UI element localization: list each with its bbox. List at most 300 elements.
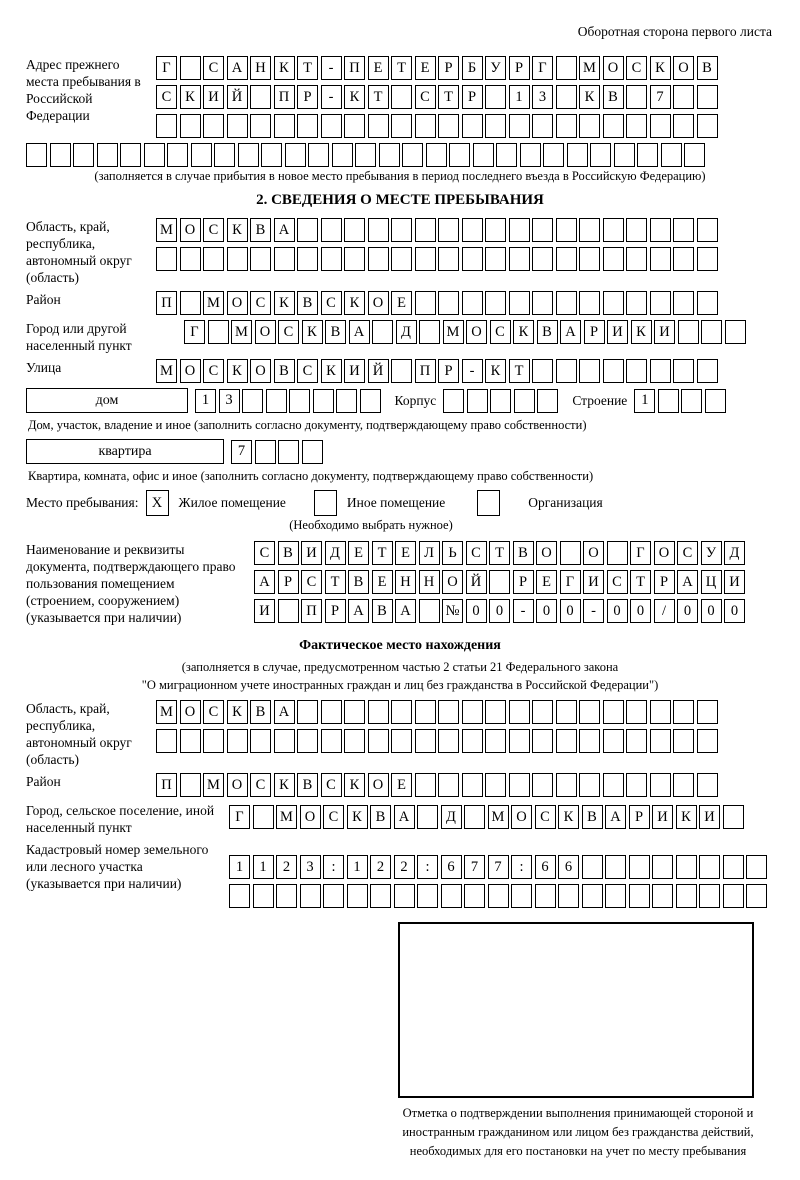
city-row bbox=[184, 320, 746, 344]
char-cell: Г bbox=[560, 570, 581, 594]
char-cell: К bbox=[274, 56, 295, 80]
char-cell: 1 bbox=[195, 389, 216, 413]
char-cell bbox=[496, 143, 517, 167]
char-cell: В bbox=[372, 599, 393, 623]
actual-district-label: Район bbox=[26, 774, 61, 789]
char-cell: В bbox=[537, 320, 558, 344]
char-cell bbox=[391, 85, 412, 109]
street-label: Улица bbox=[26, 360, 62, 375]
char-cell bbox=[156, 114, 177, 138]
char-cell bbox=[203, 247, 224, 271]
char-cell bbox=[556, 773, 577, 797]
char-cell bbox=[191, 143, 212, 167]
char-cell: И bbox=[652, 805, 673, 829]
char-cell bbox=[626, 359, 647, 383]
char-cell: П bbox=[156, 291, 177, 315]
char-cell bbox=[368, 114, 389, 138]
actual-region-field bbox=[26, 700, 774, 768]
char-cell: Е bbox=[348, 541, 369, 565]
char-cell bbox=[678, 320, 699, 344]
char-cell bbox=[438, 291, 459, 315]
char-cell: - bbox=[462, 359, 483, 383]
region-rows bbox=[156, 218, 718, 271]
char-cell bbox=[156, 247, 177, 271]
char-cell: Г bbox=[156, 56, 177, 80]
char-cell bbox=[415, 700, 436, 724]
char-cell bbox=[673, 85, 694, 109]
char-cell bbox=[73, 143, 94, 167]
char-cell: К bbox=[302, 320, 323, 344]
char-cell bbox=[556, 218, 577, 242]
char-cell: С bbox=[321, 773, 342, 797]
char-cell: И bbox=[301, 541, 322, 565]
char-cell: Н bbox=[250, 56, 271, 80]
document-label: Наименование и реквизиты документа, подтверждающего право пользования помещением (строением, сооружением) (указывается при наличии) bbox=[26, 542, 236, 625]
char-cell bbox=[332, 143, 353, 167]
char-cell bbox=[227, 247, 248, 271]
char-cell bbox=[415, 247, 436, 271]
document-row-3 bbox=[254, 599, 745, 623]
char-cell bbox=[180, 56, 201, 80]
stay-type-note: (Необходимо выбрать нужное) bbox=[289, 518, 453, 532]
char-cell bbox=[650, 247, 671, 271]
char-cell: 3 bbox=[300, 855, 321, 879]
char-cell: Е bbox=[372, 570, 393, 594]
char-cell bbox=[344, 247, 365, 271]
char-cell: И bbox=[344, 359, 365, 383]
char-cell bbox=[253, 805, 274, 829]
char-cell bbox=[556, 56, 577, 80]
char-cell: С bbox=[203, 359, 224, 383]
char-cell bbox=[415, 729, 436, 753]
char-cell bbox=[605, 855, 626, 879]
char-cell: - bbox=[321, 56, 342, 80]
char-cell: / bbox=[654, 599, 675, 623]
char-cell: Т bbox=[297, 56, 318, 80]
char-cell: 2 bbox=[370, 855, 391, 879]
char-cell bbox=[261, 143, 282, 167]
char-cell: В bbox=[250, 218, 271, 242]
char-cell: Р bbox=[584, 320, 605, 344]
char-cell: С bbox=[415, 85, 436, 109]
char-cell: В bbox=[250, 700, 271, 724]
char-cell bbox=[485, 218, 506, 242]
char-cell bbox=[308, 143, 329, 167]
street-row bbox=[156, 359, 718, 383]
char-cell: 1 bbox=[347, 855, 368, 879]
char-cell: - bbox=[513, 599, 534, 623]
char-cell: Ь bbox=[442, 541, 463, 565]
apartment-row bbox=[26, 439, 774, 464]
char-cell bbox=[438, 700, 459, 724]
char-cell: П bbox=[301, 599, 322, 623]
char-cell: Т bbox=[325, 570, 346, 594]
char-cell: А bbox=[254, 570, 275, 594]
char-cell: Ц bbox=[701, 570, 722, 594]
char-cell: С bbox=[607, 570, 628, 594]
char-cell: И bbox=[699, 805, 720, 829]
cadastre-row-1 bbox=[229, 855, 767, 879]
char-cell: Е bbox=[415, 56, 436, 80]
char-cell bbox=[579, 359, 600, 383]
char-cell bbox=[673, 773, 694, 797]
char-cell bbox=[509, 218, 530, 242]
char-cell: Б bbox=[462, 56, 483, 80]
char-cell bbox=[368, 729, 389, 753]
char-cell: 2 bbox=[276, 855, 297, 879]
char-cell: О bbox=[536, 541, 557, 565]
char-cell bbox=[203, 114, 224, 138]
char-cell bbox=[582, 884, 603, 908]
char-cell bbox=[344, 700, 365, 724]
region-row-1 bbox=[156, 218, 718, 242]
char-cell bbox=[321, 218, 342, 242]
stay-option-other-label: Иное помещение bbox=[346, 495, 446, 510]
char-cell bbox=[464, 884, 485, 908]
char-cell bbox=[532, 114, 553, 138]
char-cell: С bbox=[203, 218, 224, 242]
prev-address-row-2 bbox=[156, 85, 718, 109]
char-cell bbox=[266, 389, 287, 413]
char-cell bbox=[650, 218, 671, 242]
char-cell: Р bbox=[654, 570, 675, 594]
stroenie-label: Строение bbox=[572, 392, 628, 408]
char-cell: У bbox=[701, 541, 722, 565]
char-cell bbox=[462, 291, 483, 315]
char-cell bbox=[97, 143, 118, 167]
char-cell: 1 bbox=[509, 85, 530, 109]
char-cell bbox=[297, 247, 318, 271]
char-cell: С bbox=[301, 570, 322, 594]
char-cell bbox=[488, 884, 509, 908]
actual-region-row-2 bbox=[156, 729, 718, 753]
char-cell bbox=[650, 700, 671, 724]
char-cell bbox=[520, 143, 541, 167]
char-cell bbox=[626, 773, 647, 797]
char-cell bbox=[697, 291, 718, 315]
char-cell: А bbox=[605, 805, 626, 829]
char-cell: Т bbox=[368, 85, 389, 109]
char-cell: Р bbox=[278, 570, 299, 594]
char-cell: О bbox=[442, 570, 463, 594]
char-cell: 2 bbox=[394, 855, 415, 879]
char-cell bbox=[532, 247, 553, 271]
char-cell: К bbox=[558, 805, 579, 829]
char-cell bbox=[614, 143, 635, 167]
char-cell bbox=[532, 729, 553, 753]
actual-city-row bbox=[229, 805, 744, 829]
char-cell: К bbox=[676, 805, 697, 829]
char-cell bbox=[543, 143, 564, 167]
char-cell: В bbox=[582, 805, 603, 829]
char-cell bbox=[368, 247, 389, 271]
char-cell bbox=[156, 729, 177, 753]
stroenie-cells bbox=[634, 389, 726, 413]
char-cell bbox=[297, 700, 318, 724]
char-cell: К bbox=[321, 359, 342, 383]
char-cell bbox=[368, 700, 389, 724]
actual-city-label: Город, сельское поселение, иной населенный пункт bbox=[26, 803, 215, 835]
char-cell bbox=[511, 884, 532, 908]
char-cell bbox=[650, 359, 671, 383]
char-cell bbox=[676, 884, 697, 908]
char-cell: М bbox=[156, 359, 177, 383]
char-cell bbox=[297, 114, 318, 138]
char-cell bbox=[415, 773, 436, 797]
char-cell bbox=[626, 85, 647, 109]
district-row bbox=[156, 291, 718, 315]
char-cell: 0 bbox=[560, 599, 581, 623]
char-cell bbox=[556, 247, 577, 271]
stay-option-organization-checkbox bbox=[477, 490, 500, 516]
char-cell bbox=[394, 884, 415, 908]
char-cell: М bbox=[156, 218, 177, 242]
char-cell bbox=[203, 729, 224, 753]
stamp-area bbox=[398, 922, 758, 1160]
char-cell bbox=[50, 143, 71, 167]
char-cell: В bbox=[348, 570, 369, 594]
char-cell bbox=[449, 143, 470, 167]
char-cell: Д bbox=[441, 805, 462, 829]
char-cell: О bbox=[250, 359, 271, 383]
char-cell bbox=[603, 729, 624, 753]
char-cell bbox=[590, 143, 611, 167]
char-cell: Н bbox=[419, 570, 440, 594]
char-cell bbox=[746, 884, 767, 908]
char-cell bbox=[697, 114, 718, 138]
char-cell bbox=[391, 359, 412, 383]
char-cell bbox=[701, 320, 722, 344]
char-cell: X bbox=[146, 490, 169, 516]
char-cell bbox=[438, 773, 459, 797]
char-cell: С bbox=[490, 320, 511, 344]
char-cell bbox=[626, 291, 647, 315]
char-cell: К bbox=[513, 320, 534, 344]
char-cell: Й bbox=[466, 570, 487, 594]
char-cell: Е bbox=[391, 773, 412, 797]
region-row-2 bbox=[156, 247, 718, 271]
char-cell bbox=[560, 541, 581, 565]
corner-note: Оборотная сторона первого листа bbox=[577, 24, 772, 39]
char-cell bbox=[509, 729, 530, 753]
char-cell bbox=[419, 599, 440, 623]
char-cell: Т bbox=[630, 570, 651, 594]
char-cell: М bbox=[488, 805, 509, 829]
char-cell bbox=[582, 855, 603, 879]
korpus-cells bbox=[443, 389, 558, 413]
char-cell: К bbox=[485, 359, 506, 383]
char-cell: А bbox=[395, 599, 416, 623]
char-cell: Е bbox=[536, 570, 557, 594]
section2-title: 2. СВЕДЕНИЯ О МЕСТЕ ПРЕБЫВАНИЯ bbox=[256, 192, 544, 208]
district-field bbox=[26, 291, 774, 315]
char-cell: 7 bbox=[650, 85, 671, 109]
char-cell bbox=[180, 114, 201, 138]
char-cell: Й bbox=[227, 85, 248, 109]
char-cell bbox=[629, 855, 650, 879]
char-cell: К bbox=[344, 85, 365, 109]
char-cell: И bbox=[654, 320, 675, 344]
char-cell bbox=[391, 114, 412, 138]
char-cell bbox=[415, 114, 436, 138]
char-cell: К bbox=[344, 291, 365, 315]
char-cell: Г bbox=[184, 320, 205, 344]
char-cell bbox=[477, 490, 500, 516]
char-cell: А bbox=[560, 320, 581, 344]
char-cell bbox=[650, 729, 671, 753]
char-cell bbox=[227, 114, 248, 138]
char-cell bbox=[360, 389, 381, 413]
char-cell bbox=[391, 218, 412, 242]
char-cell: 6 bbox=[441, 855, 462, 879]
cadastre-row-2 bbox=[229, 884, 767, 908]
document-field bbox=[26, 541, 774, 626]
char-cell: О bbox=[255, 320, 276, 344]
char-cell bbox=[532, 218, 553, 242]
char-cell bbox=[673, 729, 694, 753]
char-cell: Т bbox=[391, 56, 412, 80]
apartment-type-box: квартира bbox=[26, 439, 224, 464]
char-cell: Т bbox=[509, 359, 530, 383]
actual-district-field bbox=[26, 773, 774, 797]
char-cell: М bbox=[276, 805, 297, 829]
char-cell: Р bbox=[509, 56, 530, 80]
char-cell: 6 bbox=[535, 855, 556, 879]
char-cell bbox=[626, 700, 647, 724]
char-cell bbox=[462, 218, 483, 242]
char-cell bbox=[650, 291, 671, 315]
char-cell bbox=[238, 143, 259, 167]
char-cell bbox=[250, 114, 271, 138]
char-cell bbox=[441, 884, 462, 908]
char-cell bbox=[208, 320, 229, 344]
char-cell bbox=[214, 143, 235, 167]
char-cell bbox=[255, 440, 276, 464]
char-cell bbox=[673, 291, 694, 315]
region-field bbox=[26, 218, 774, 286]
city-field bbox=[26, 320, 774, 354]
house-number-cells bbox=[195, 389, 381, 413]
prev-address-label: Адрес прежнего места пребывания в Российской Федерации bbox=[26, 57, 141, 123]
char-cell bbox=[485, 247, 506, 271]
char-cell bbox=[537, 389, 558, 413]
char-cell: И bbox=[254, 599, 275, 623]
char-cell bbox=[723, 805, 744, 829]
char-cell bbox=[321, 700, 342, 724]
actual-location-note-1: (заполняется в случае, предусмотренном частью 2 статьи 21 Федерального закона bbox=[181, 660, 619, 674]
prev-address-note: (заполняется в случае прибытия в новое место пребывания в период последнего въезда в Российскую Федерацию) bbox=[94, 169, 706, 183]
char-cell: У bbox=[485, 56, 506, 80]
char-cell bbox=[438, 114, 459, 138]
char-cell: 0 bbox=[607, 599, 628, 623]
char-cell bbox=[278, 599, 299, 623]
char-cell bbox=[705, 389, 726, 413]
char-cell: С bbox=[203, 700, 224, 724]
char-cell bbox=[415, 218, 436, 242]
char-cell: Р bbox=[297, 85, 318, 109]
char-cell bbox=[347, 884, 368, 908]
char-cell: В bbox=[513, 541, 534, 565]
char-cell bbox=[372, 320, 393, 344]
char-cell bbox=[673, 218, 694, 242]
char-cell: М bbox=[203, 773, 224, 797]
char-cell bbox=[699, 884, 720, 908]
char-cell: 7 bbox=[464, 855, 485, 879]
char-cell bbox=[673, 359, 694, 383]
char-cell: М bbox=[443, 320, 464, 344]
char-cell bbox=[321, 114, 342, 138]
char-cell bbox=[509, 773, 530, 797]
char-cell: - bbox=[583, 599, 604, 623]
char-cell bbox=[626, 218, 647, 242]
char-cell: Й bbox=[368, 359, 389, 383]
char-cell bbox=[603, 700, 624, 724]
char-cell bbox=[490, 389, 511, 413]
char-cell: В bbox=[697, 56, 718, 80]
stamp-caption: Отметка о подтверждении выполнения принимающей стороной и иностранным гражданином или лицом без гражданства действий, необходимых для его постановки на учет по месту пребывания bbox=[402, 1106, 754, 1158]
char-cell bbox=[370, 884, 391, 908]
char-cell bbox=[567, 143, 588, 167]
char-cell: А bbox=[677, 570, 698, 594]
document-rows bbox=[254, 541, 745, 623]
char-cell bbox=[313, 389, 334, 413]
char-cell bbox=[699, 855, 720, 879]
char-cell bbox=[167, 143, 188, 167]
stamp-box bbox=[398, 922, 754, 1098]
char-cell: О bbox=[368, 773, 389, 797]
char-cell bbox=[462, 114, 483, 138]
char-cell: А bbox=[227, 56, 248, 80]
char-cell bbox=[323, 884, 344, 908]
char-cell: О bbox=[511, 805, 532, 829]
char-cell bbox=[426, 143, 447, 167]
city-label: Город или другой населенный пункт bbox=[26, 321, 132, 353]
char-cell bbox=[509, 291, 530, 315]
char-cell bbox=[723, 855, 744, 879]
char-cell bbox=[603, 359, 624, 383]
char-cell: Р bbox=[438, 359, 459, 383]
char-cell: О bbox=[180, 700, 201, 724]
actual-region-label: Область, край, республика, автономный округ (область) bbox=[26, 701, 132, 767]
document-row-2 bbox=[254, 570, 745, 594]
char-cell: И bbox=[724, 570, 745, 594]
char-cell: С bbox=[250, 291, 271, 315]
char-cell: О bbox=[583, 541, 604, 565]
char-cell bbox=[579, 218, 600, 242]
char-cell: О bbox=[466, 320, 487, 344]
char-cell: Т bbox=[372, 541, 393, 565]
char-cell: К bbox=[274, 773, 295, 797]
char-cell bbox=[250, 729, 271, 753]
char-cell: Е bbox=[368, 56, 389, 80]
char-cell bbox=[443, 389, 464, 413]
char-cell: А bbox=[349, 320, 370, 344]
char-cell: С bbox=[466, 541, 487, 565]
char-cell bbox=[697, 85, 718, 109]
char-cell: В bbox=[278, 541, 299, 565]
char-cell bbox=[509, 700, 530, 724]
char-cell bbox=[676, 855, 697, 879]
char-cell bbox=[489, 570, 510, 594]
char-cell: 0 bbox=[536, 599, 557, 623]
char-cell bbox=[229, 884, 250, 908]
char-cell bbox=[579, 729, 600, 753]
char-cell bbox=[297, 729, 318, 753]
char-cell bbox=[462, 773, 483, 797]
char-cell: А bbox=[394, 805, 415, 829]
char-cell bbox=[417, 805, 438, 829]
char-cell bbox=[321, 729, 342, 753]
